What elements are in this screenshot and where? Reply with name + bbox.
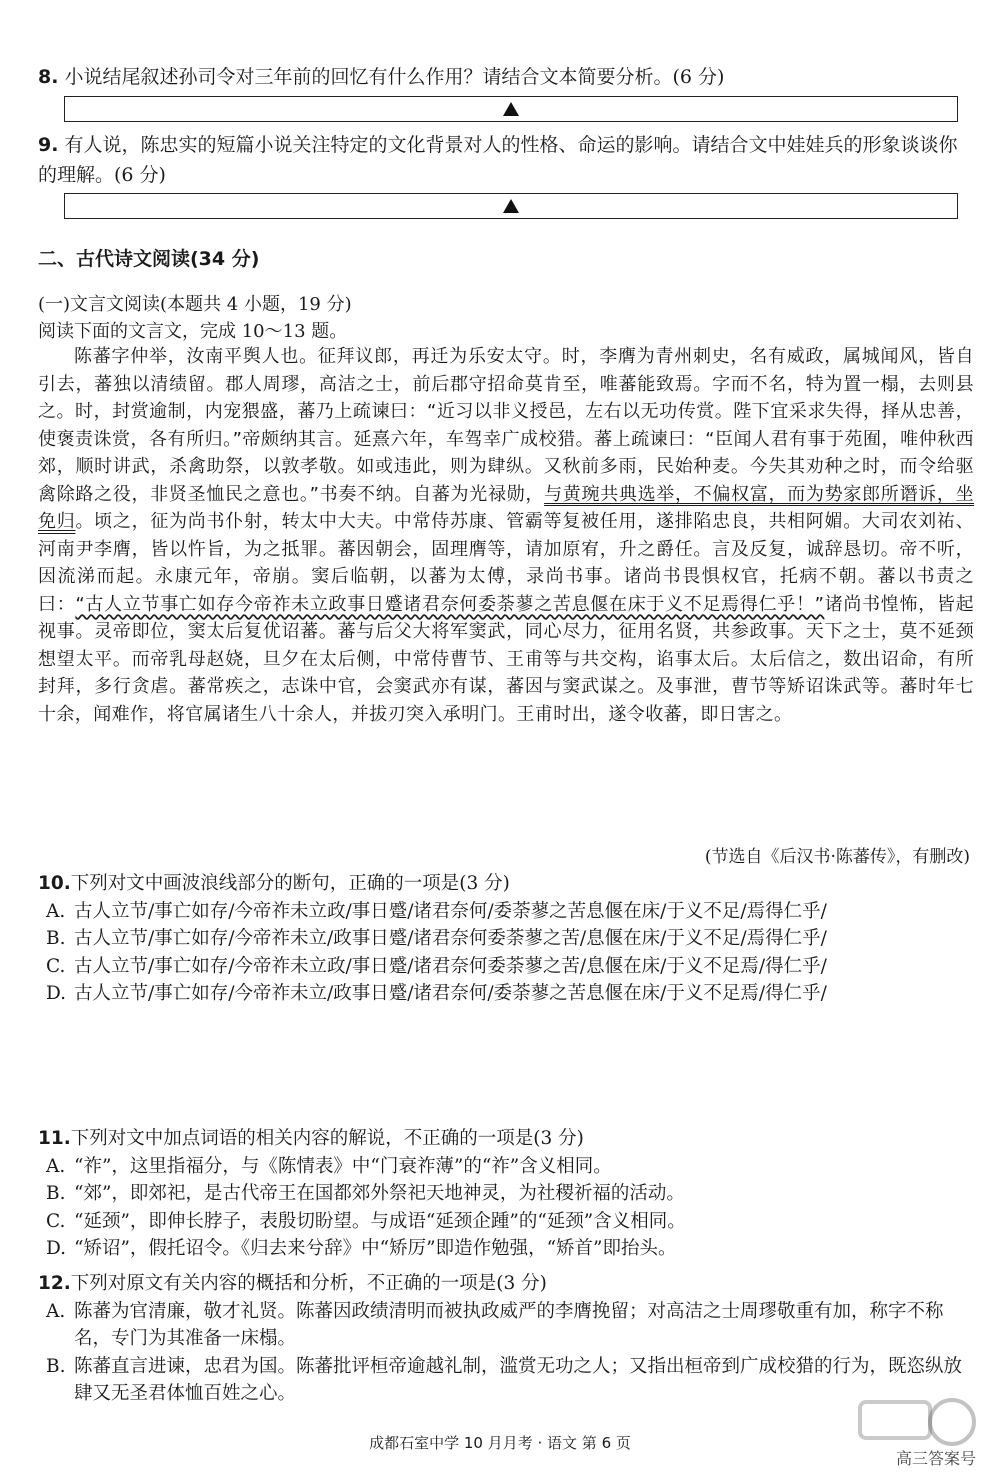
option-text: 陈蕃直言进谏，忠君为国。陈蕃批评桓帝逾越礼制，滥赏无功之人；又指出桓帝到广成校猎的行为，既恣纵放肆又无圣君体恤百姓之心。	[74, 1355, 963, 1404]
option-text: 古人立节/事亡如存/今帝祚未立政/事日蹙/诸君奈何委荼蓼之苦/息偃在床/于义不足焉/得仁乎/	[74, 955, 827, 977]
option-label: C.	[46, 1210, 66, 1232]
option-label: A.	[46, 1300, 66, 1322]
question-stem	[38, 1270, 973, 1298]
passage-source: (节选自《后汉书·陈蕃传》，有删改)	[704, 847, 970, 867]
option-text: 古人立节/事亡如存/今帝祚未立/政事日蹙/诸君奈何/委荼蓼之苦息偃在床/于义不足焉/得仁乎/	[74, 983, 827, 1004]
question-number: 9.	[38, 134, 59, 156]
wavy-underlined-sentence: “古人立节事亡如存今帝祚未立政事日蹙诸君奈何委荼蓼之苦息偃在床于义不足焉得仁乎！”	[75, 593, 825, 615]
question-12	[38, 1270, 973, 1408]
answer-box-8	[64, 96, 958, 122]
question-text: 下列对文中加点词语的相关内容的解说，不正确的一项是(3 分)	[70, 1128, 584, 1149]
question-text: 下列对原文有关内容的概括和分析，不正确的一项是(3 分)	[70, 1273, 547, 1294]
question-stem	[38, 870, 973, 898]
triangle-icon	[503, 102, 519, 116]
option-text: 陈蕃为官清廉，敬才礼贤。陈蕃因政绩清明而被执政威严的李膺挽留；对高洁之士周璆敬重有加，称字不称名，专门为其准备一床榻。	[74, 1300, 944, 1349]
question-10	[38, 870, 973, 1008]
option-a	[38, 898, 973, 926]
page-footer: 成都石室中学 10 月月考 · 语文 第 6 页	[369, 1434, 631, 1452]
question-number: 12.	[38, 1273, 71, 1294]
option-b	[38, 925, 973, 953]
option-b	[38, 1180, 973, 1208]
watermark-logo-text: 高三答案号	[895, 1449, 976, 1468]
triangle-icon	[503, 199, 519, 213]
answer-box-9	[64, 193, 958, 219]
option-text: “矫诏”，假托诏令。《归去来兮辞》中“矫厉”即造作勉强，“矫首”即抬头。	[74, 1238, 677, 1259]
option-label: A.	[46, 1155, 66, 1177]
option-label: A.	[46, 900, 66, 922]
option-text: 古人立节/事亡如存/今帝祚未立/政事日蹙/诸君奈何委荼蓼之苦/息偃在床/于义不足/焉得仁乎/	[74, 928, 827, 949]
subsection-title: (一)文言文阅读(本题共 4 小题，19 分)	[38, 294, 352, 315]
option-label: B.	[46, 928, 66, 949]
option-c	[38, 1208, 973, 1236]
option-a	[38, 1298, 973, 1353]
classical-passage	[38, 343, 974, 728]
option-text: “延颈”，即伸长脖子，表殷切盼望。与成语“延颈企踵”的“延颈”含义相同。	[74, 1210, 686, 1232]
option-label: B.	[46, 1183, 66, 1204]
option-label: D.	[46, 983, 67, 1004]
option-c	[38, 953, 973, 981]
question-11	[38, 1125, 973, 1263]
question-number: 10.	[38, 873, 71, 894]
question-number: 11.	[38, 1128, 71, 1149]
question-8	[38, 62, 973, 92]
underlined-sentence: 与黄琬共典选举，不偏权富，而为势家郎所谮诉，坐免归	[38, 483, 974, 532]
question-text: 有人说，陈忠实的短篇小说关注特定的文化背景对人的性格、命运的影响。请结合文中娃娃兵的形象谈谈你的理解。(6 分)	[38, 134, 958, 186]
option-text: “郊”，即郊祀，是古代帝王在国都郊外祭祀天地神灵，为社稷祈福的活动。	[74, 1183, 685, 1204]
option-label: B.	[46, 1355, 66, 1377]
question-stem	[38, 1125, 973, 1153]
option-label: D.	[46, 1238, 67, 1259]
passage-text: 诸尚书惶怖，皆起视事。灵帝即位，窦太后复优诏蕃。蕃与后父大将军窦武，同心尽力，征用名贤，共参政事。天下之士，莫不延颈想望太平。而帝乳母赵娆，旦夕在太后侧，中常侍曹节、王甫等与共交构，谄事太后。太后信之，数出诏命，有所封拜，多行贪虐。蕃常疾之，志诛中官，会窦武亦有谋，蕃因与窦武谋之。及事泄，曹节等矫诏诛武等。蕃时年七十余，闻难作，将官属诸生八十余人，并拔刃突入承明门。王甫时出，遂令收蕃，即日害之。	[38, 593, 974, 725]
question-text: 小说结尾叙述孙司令对三年前的回忆有什么作用？请结合文本简要分析。(6 分)	[64, 66, 725, 88]
option-b	[38, 1353, 973, 1408]
section-title: 二、古代诗文阅读(34 分)	[38, 248, 260, 270]
question-9	[38, 130, 973, 190]
option-label: C.	[46, 955, 66, 977]
option-d	[38, 1235, 973, 1263]
option-text: “祚”，这里指福分，与《陈情表》中“门衰祚薄”的“祚”含义相同。	[74, 1155, 612, 1177]
passage-text: 陈蕃字仲举，汝南平舆人也。征拜议郎，再迁为乐安太守。时，李膺为青州刺史，名有威政，属城闻风，皆自引去，蕃独以清绩留。郡人周璆，高洁之士，前后郡守招命莫肯至，唯蕃能致焉。字而不名，特为置一榻，去则县之。时，封赏逾制，内宠猥盛，蕃乃上疏谏曰：“近习以非义授邑，左右以无功传赏。陛下宜采求失得，择从忠善，使褒责诛赏，各有所归。”帝颇纳其言。延熹六年，车驾幸广成校猎。蕃上疏谏曰：“臣闻人君有事于苑囿，唯仲秋西郊，顺时讲武，杀禽助祭，以敦孝敬。如或违此，则为肆纵。又秋前多雨，民始种麦。今失其劝种之时，而令给驱禽除路之役，非贤圣恤民之意也。”书奏不纳。自蕃为光禄勋，	[38, 346, 974, 505]
question-text: 下列对文中画波浪线部分的断句，正确的一项是(3 分)	[70, 873, 510, 894]
option-d	[38, 980, 973, 1008]
instruction: 阅读下面的文言文，完成 10～13 题。	[38, 321, 348, 342]
question-number: 8.	[38, 66, 59, 88]
passage-text: 。顷之，征为尚书仆射，转太中大夫。中常侍苏康、管霸等复被任用，遂排陷忠良，共相阿媚。大司农刘祐、河南尹李膺，皆以忤旨，为之抵罪。蕃因朝会，固理膺等，请加原宥，升之爵任。言及反复，诚辞恳切。帝不听，因流涕而起。永康元年，帝崩。窦后临朝，以蕃为太傅，录尚书事。诸尚书畏惧权官，托病不朝。蕃以书责之曰：	[38, 511, 974, 615]
option-a	[38, 1153, 973, 1181]
option-text: 古人立节/事亡如存/今帝祚未立政/事日蹙/诸君奈何/委荼蓼之苦息偃在床/于义不足/焉得仁乎/	[74, 900, 827, 922]
